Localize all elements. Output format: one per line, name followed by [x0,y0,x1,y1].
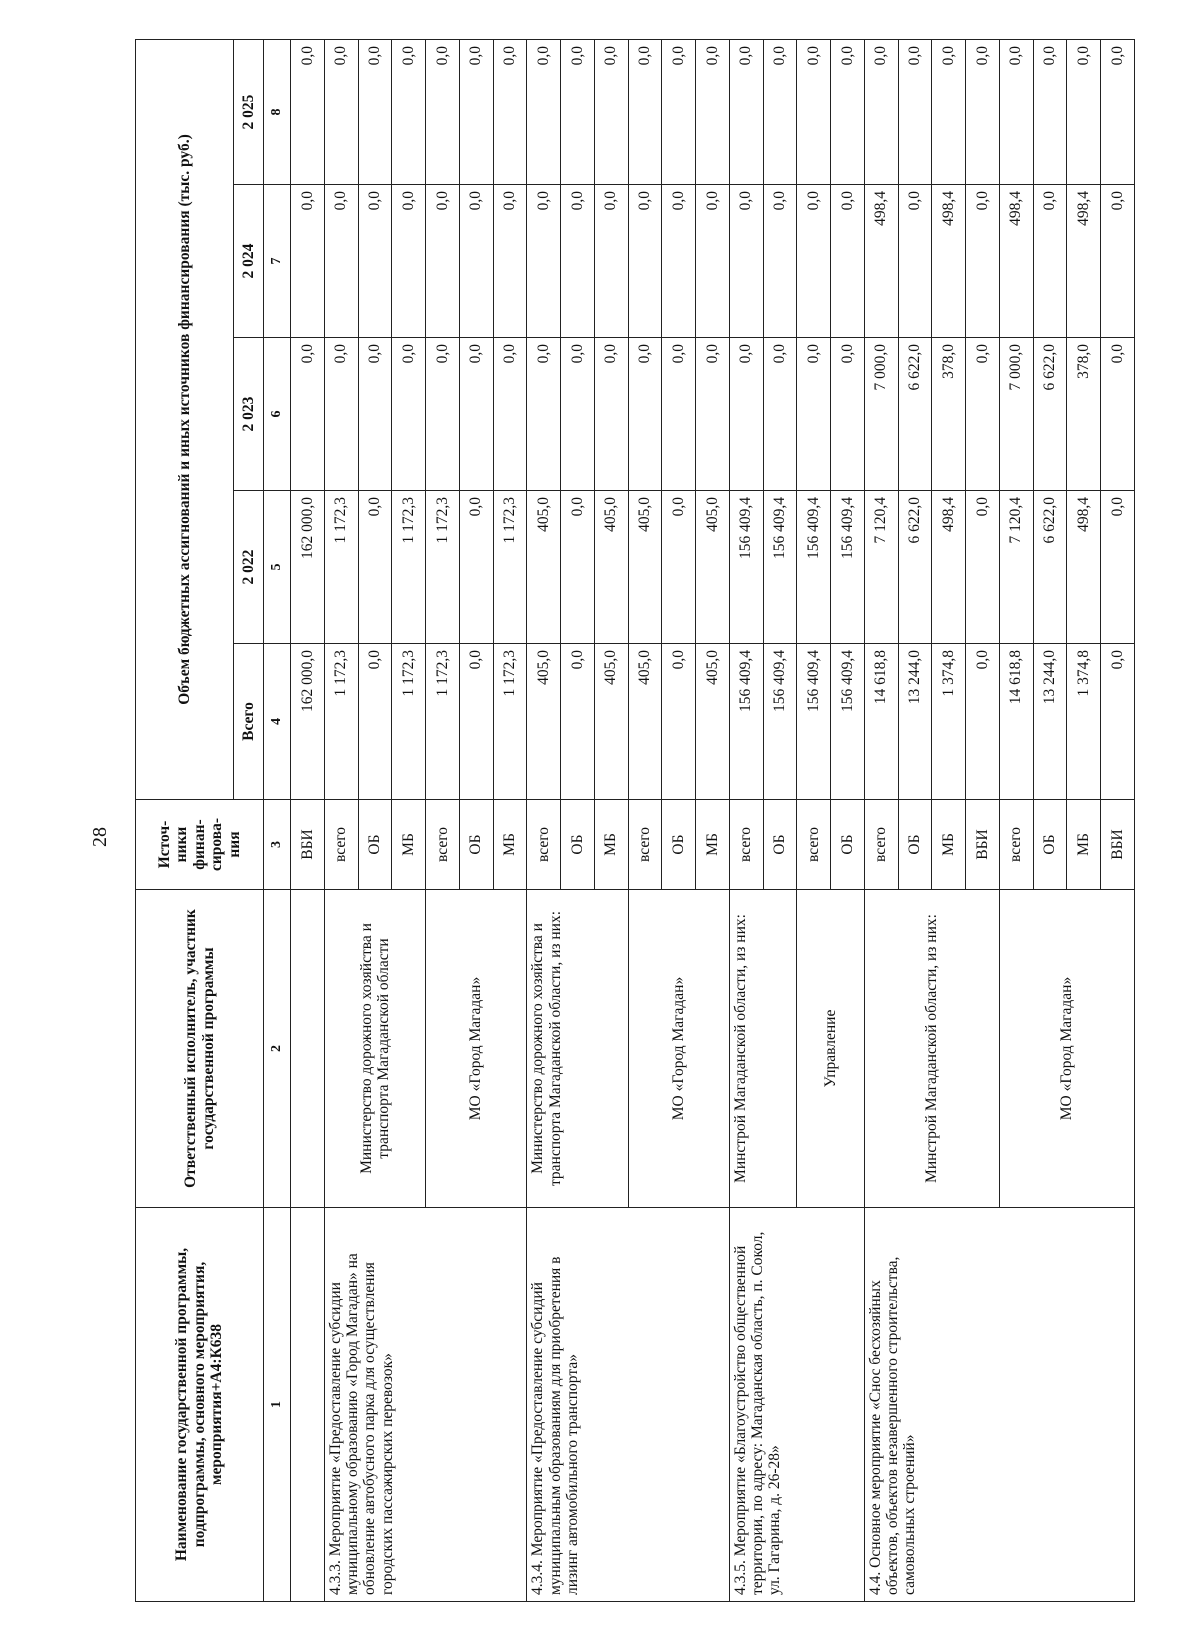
value-cell: 162 000,0 [291,491,325,644]
value-cell: 156 409,4 [797,491,831,644]
value-cell: 405,0 [594,644,628,800]
value-cell: 0,0 [426,39,460,184]
value-cell: 0,0 [662,39,696,184]
value-cell: 156 409,4 [763,644,797,800]
value-cell: 0,0 [628,338,662,491]
executor-name: Министерство дорожного хозяйства и транспорта Магаданской области [324,890,425,1208]
executor-name: Управление [797,890,865,1208]
value-cell: 0,0 [426,185,460,338]
value-cell: 0,0 [594,338,628,491]
value-cell: 0,0 [966,644,1000,800]
value-cell: 0,0 [831,338,865,491]
value-cell: 0,0 [763,338,797,491]
executor-name: Минстрой Магаданской области, из них: [864,890,999,1208]
value-cell: 0,0 [324,185,358,338]
value-cell: 7 120,4 [864,491,898,644]
value-cell: 7 000,0 [864,338,898,491]
index-cell: 1 [264,1208,291,1602]
value-cell: 0,0 [358,39,392,184]
page-number: 28 [89,827,111,847]
table-row [324,39,358,1601]
executor-name: МО «Город Магадан» [628,890,729,1208]
value-cell: 0,0 [1101,39,1135,184]
value-cell: 13 244,0 [898,644,932,800]
table-row [864,39,898,1601]
value-cell: 0,0 [324,39,358,184]
value-cell: 498,4 [932,491,966,644]
value-cell: 0,0 [662,491,696,644]
value-cell: 498,4 [1067,491,1101,644]
source-cell: ОБ [763,800,797,890]
executor-name: Министерство дорожного хозяйства и транспорта Магаданской области, из них: [527,890,628,1208]
source-cell: ВБИ [291,800,325,890]
value-cell: 0,0 [763,185,797,338]
value-cell: 0,0 [527,338,561,491]
value-cell: 0,0 [392,338,426,491]
rotated-table-wrapper [135,40,1135,1602]
source-cell: всего [324,800,358,890]
source-cell: МБ [932,800,966,890]
value-cell: 0,0 [358,491,392,644]
value-cell: 0,0 [426,338,460,491]
value-cell: 1 172,3 [392,644,426,800]
value-cell: 0,0 [696,39,730,184]
value-cell: 0,0 [594,185,628,338]
value-cell: 6 622,0 [898,338,932,491]
value-cell: 0,0 [561,338,595,491]
source-cell: ОБ [1033,800,1067,890]
source-cell: всего [999,800,1033,890]
value-cell: 0,0 [932,39,966,184]
index-cell: 4 [264,644,291,800]
value-cell: 0,0 [898,185,932,338]
index-cell: 3 [264,800,291,890]
value-cell: 0,0 [459,185,493,338]
value-cell: 0,0 [729,39,763,184]
source-cell: МБ [493,800,527,890]
header-year-2023: 2 023 [234,338,264,491]
value-cell: 405,0 [696,644,730,800]
value-cell: 0,0 [392,185,426,338]
value-cell: 0,0 [493,185,527,338]
table-row [291,39,325,1601]
value-cell: 0,0 [1067,39,1101,184]
value-cell: 0,0 [459,39,493,184]
value-cell: 0,0 [493,39,527,184]
value-cell: 0,0 [898,39,932,184]
value-cell: 0,0 [966,491,1000,644]
value-cell: 1 374,8 [1067,644,1101,800]
value-cell: 1 172,3 [493,644,527,800]
source-cell: всего [797,800,831,890]
value-cell: 0,0 [797,39,831,184]
value-cell: 498,4 [1067,185,1101,338]
index-cell: 7 [264,185,291,338]
value-cell: 0,0 [1101,338,1135,491]
activity-name: 4.3.4. Мероприятие «Предоставление субсидий муниципальным образованиям для приобретения в лизинг автомобильного транспорта» [527,1208,730,1602]
value-cell: 156 409,4 [831,491,865,644]
executor-name: МО «Город Магадан» [999,890,1134,1208]
source-cell: МБ [392,800,426,890]
value-cell: 13 244,0 [1033,644,1067,800]
value-cell: 0,0 [392,39,426,184]
value-cell: 6 622,0 [898,491,932,644]
executor-cell-empty [291,890,325,1208]
executor-name: Минстрой Магаданской области, из них: [729,890,797,1208]
value-cell: 6 622,0 [1033,338,1067,491]
value-cell: 1 172,3 [392,491,426,644]
value-cell: 405,0 [594,491,628,644]
value-cell: 0,0 [358,185,392,338]
value-cell: 0,0 [1101,185,1135,338]
value-cell: 0,0 [966,39,1000,184]
header-col-name: Наименование государственной программы, подпрограммы, основного мероприятия, мероприятия+А4:К638 [136,1208,264,1602]
source-cell: МБ [594,800,628,890]
activity-name: 4.4. Основное мероприятие «Снос бесхозяйных объектов, объектов незавершенного строительства, самовольных строений» [864,1208,1134,1602]
table-row [729,39,763,1601]
activity-name: 4.3.5. Мероприятие «Благоустройство общественной территории, по адресу: Магаданская область, п. Сокол, ул. Гагарина, д. 26-28» [729,1208,864,1602]
value-cell: 0,0 [527,185,561,338]
value-cell: 0,0 [561,185,595,338]
value-cell: 0,0 [797,185,831,338]
value-cell: 1 172,3 [324,491,358,644]
source-cell: ОБ [561,800,595,890]
index-cell: 6 [264,338,291,491]
value-cell: 0,0 [358,644,392,800]
value-cell: 0,0 [729,185,763,338]
value-cell: 0,0 [1101,491,1135,644]
index-cell: 5 [264,491,291,644]
source-cell: МБ [696,800,730,890]
value-cell: 0,0 [291,39,325,184]
value-cell: 0,0 [527,39,561,184]
value-cell: 0,0 [628,185,662,338]
header-col-executor: Ответственный исполнитель, участник государственной программы [136,890,264,1208]
value-cell: 1 374,8 [932,644,966,800]
source-cell: всего [426,800,460,890]
value-cell: 156 409,4 [831,644,865,800]
value-cell: 0,0 [459,491,493,644]
value-cell: 405,0 [527,491,561,644]
source-cell: всего [527,800,561,890]
value-cell: 0,0 [291,338,325,491]
value-cell: 1 172,3 [324,644,358,800]
value-cell: 1 172,3 [426,491,460,644]
source-cell: ОБ [662,800,696,890]
value-cell: 405,0 [527,644,561,800]
budget-table [135,39,1135,1602]
value-cell: 0,0 [459,644,493,800]
executor-name: МО «Город Магадан» [426,890,527,1208]
value-cell: 0,0 [831,185,865,338]
value-cell: 14 618,8 [999,644,1033,800]
header-year-total: Всего [234,644,264,800]
value-cell: 0,0 [628,39,662,184]
value-cell: 0,0 [594,39,628,184]
value-cell: 0,0 [696,338,730,491]
value-cell: 0,0 [358,338,392,491]
value-cell: 0,0 [966,185,1000,338]
value-cell: 0,0 [662,338,696,491]
value-cell: 405,0 [628,491,662,644]
source-cell: ОБ [831,800,865,890]
source-cell: всего [628,800,662,890]
source-cell: всего [729,800,763,890]
value-cell: 0,0 [1033,185,1067,338]
value-cell: 1 172,3 [426,644,460,800]
value-cell: 0,0 [864,39,898,184]
value-cell: 498,4 [932,185,966,338]
value-cell: 14 618,8 [864,644,898,800]
index-cell: 2 [264,890,291,1208]
value-cell: 0,0 [763,39,797,184]
header-year-2025: 2 025 [234,39,264,184]
source-cell: ВБИ [966,800,1000,890]
value-cell: 162 000,0 [291,644,325,800]
value-cell: 498,4 [864,185,898,338]
value-cell: 0,0 [831,39,865,184]
value-cell: 0,0 [459,338,493,491]
table-row [527,39,561,1601]
value-cell: 0,0 [729,338,763,491]
index-cell: 8 [264,39,291,184]
value-cell: 156 409,4 [763,491,797,644]
value-cell: 7 120,4 [999,491,1033,644]
value-cell: 6 622,0 [1033,491,1067,644]
header-year-2024: 2 024 [234,185,264,338]
value-cell: 498,4 [999,185,1033,338]
value-cell: 0,0 [999,39,1033,184]
source-cell: ОБ [358,800,392,890]
source-cell: ВБИ [1101,800,1135,890]
value-cell: 0,0 [1101,644,1135,800]
activity-name: 4.3.3. Мероприятие «Предоставление субсидии муниципальному образованию «Город Магадан» на обновление автобусного парка для осуществления городских пассажирских перевозок» [324,1208,527,1602]
value-cell: 156 409,4 [729,644,763,800]
value-cell: 0,0 [291,185,325,338]
value-cell: 0,0 [493,338,527,491]
value-cell: 0,0 [662,185,696,338]
value-cell: 378,0 [932,338,966,491]
value-cell: 405,0 [628,644,662,800]
source-cell: всего [864,800,898,890]
value-cell: 156 409,4 [797,644,831,800]
header-volume: Объем бюджетных ассигнований и иных источников финансирования (тыс. руб.) [136,39,234,799]
source-cell: МБ [1067,800,1101,890]
header-year-2022: 2 022 [234,491,264,644]
value-cell: 156 409,4 [729,491,763,644]
value-cell: 1 172,3 [493,491,527,644]
header-col-source: Источ-ники финан-сирова-ния [136,800,264,890]
source-cell: ОБ [459,800,493,890]
value-cell: 0,0 [324,338,358,491]
value-cell: 405,0 [696,491,730,644]
value-cell: 0,0 [561,39,595,184]
value-cell: 0,0 [696,185,730,338]
value-cell: 0,0 [662,644,696,800]
value-cell: 0,0 [561,491,595,644]
value-cell: 0,0 [797,338,831,491]
source-cell: ОБ [898,800,932,890]
value-cell: 0,0 [966,338,1000,491]
value-cell: 7 000,0 [999,338,1033,491]
value-cell: 0,0 [561,644,595,800]
name-cell-empty [291,1208,325,1602]
value-cell: 378,0 [1067,338,1101,491]
value-cell: 0,0 [1033,39,1067,184]
